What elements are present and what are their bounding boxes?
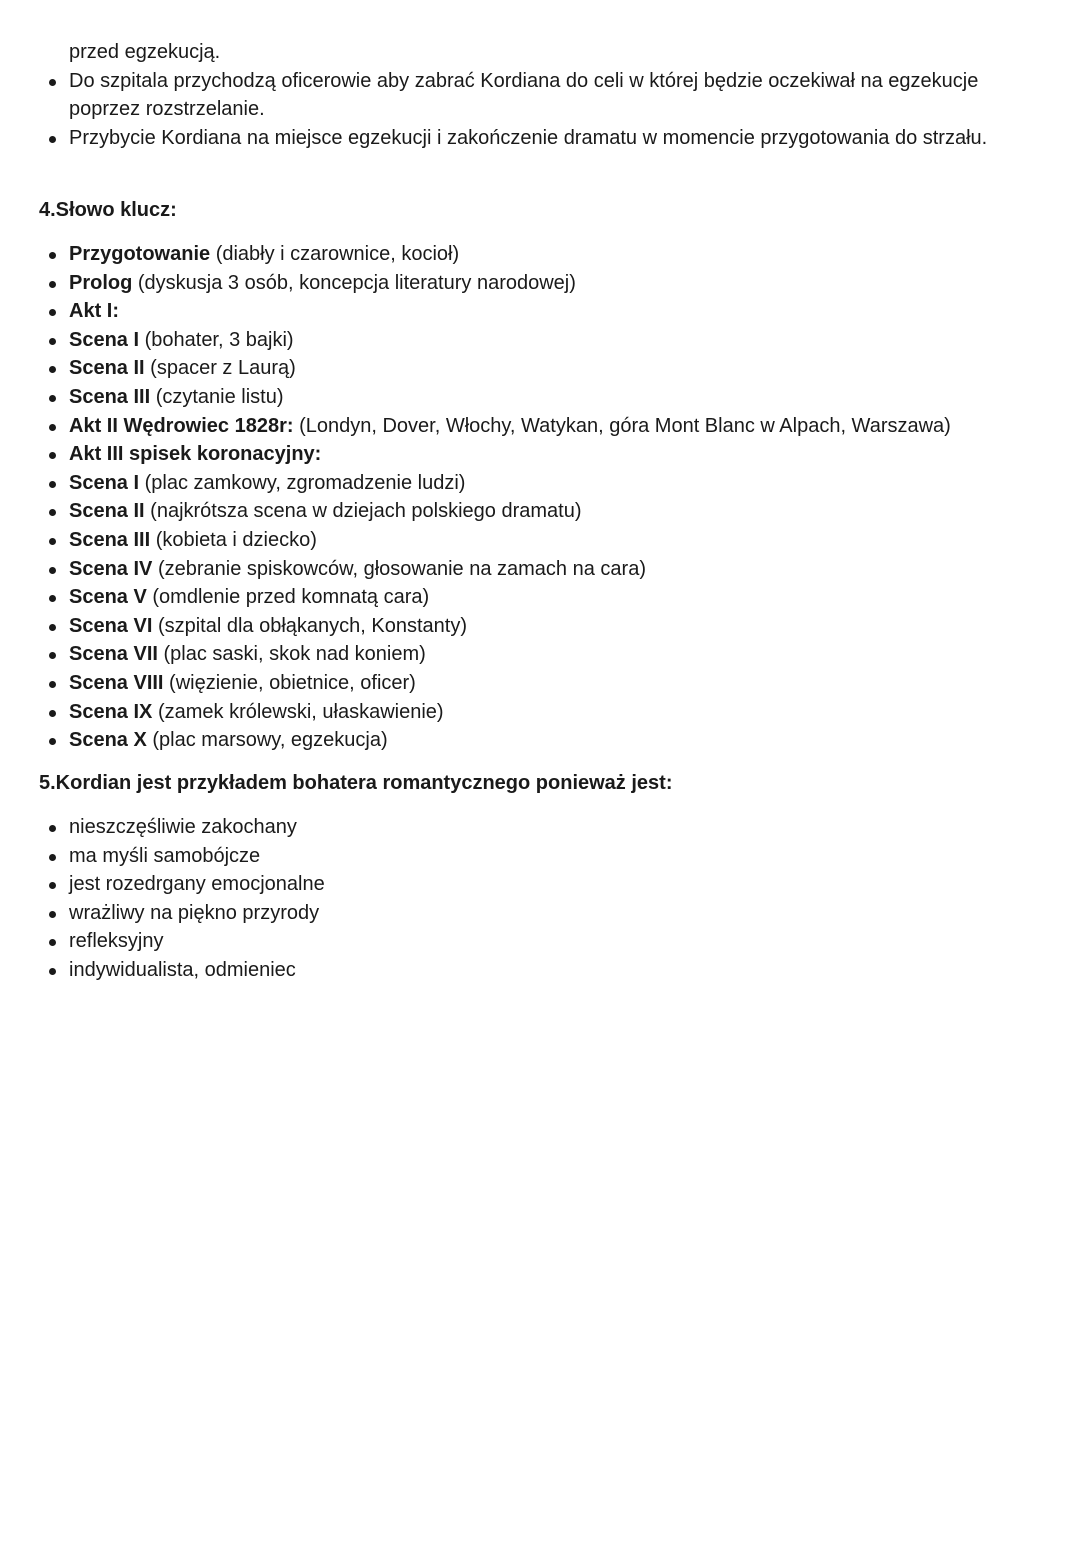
list-item: jest rozedrgany emocjonalne [0,870,1080,899]
item-desc: (dyskusja 3 osób, koncepcja literatury narodowej) [132,271,576,294]
item-desc: (plac saski, skok nad koniem) [157,643,426,666]
item-term: Akt I: [69,300,119,323]
traits-list [0,813,1080,985]
list-item [0,583,1080,612]
item-term: Przygotowanie [69,243,211,265]
item-term: Scena III [69,385,151,408]
item-term: Scena VIII [69,671,164,694]
item-desc: (Londyn, Dover, Włochy, Watykan, góra Mont Blanc w Alpach, Warszawa) [293,414,951,437]
list-item [0,269,1080,298]
section-5-heading: 5.Kordian jest przykładem bohatera romantycznego ponieważ jest: [39,772,673,794]
list-item [0,612,1080,641]
item-term: Scena III [69,528,151,551]
item-desc: (diabły i czarownice, kocioł) [210,243,460,265]
list-item: nieszczęśliwie zakochany [0,813,1080,842]
item-term: Scena I [69,471,140,494]
item-desc: (zebranie spiskowców, głosowanie na zamach na cara) [152,557,646,580]
item-desc: (zamek królewski, ułaskawienie) [152,700,444,723]
item-term: Scena I [69,328,140,351]
item-term: Scena VII [69,643,158,666]
item-desc: (spacer z Laurą) [144,357,296,380]
continuation-text: przed egzekucją. [69,41,221,63]
list-item [0,726,1080,755]
list-item: indywidualista, odmieniec [0,956,1080,985]
list-item [0,297,1080,326]
item-term: Scena X [69,729,147,752]
list-item: refleksyjny [0,927,1080,956]
list-item [0,526,1080,555]
list-item: Przybycie Kordiana na miejsce egzekucji i zakończenie dramatu w momencie przygotowania do strzału. [0,124,1009,152]
section-4-heading: 4.Słowo klucz: [39,199,177,221]
list-item [0,440,1080,469]
item-term: Scena VI [69,614,153,637]
item-term: Scena II [69,357,145,380]
item-term: Scena IV [69,557,153,580]
keyword-list [0,240,1080,755]
list-item [0,240,1080,269]
list-item [0,640,1080,669]
item-term: Scena II [69,500,145,523]
item-desc: (szpital dla obłąkanych, Konstanty) [152,614,467,637]
item-term: Scena V [69,586,147,609]
item-desc: (kobieta i dziecko) [150,528,317,551]
item-desc: (plac marsowy, egzekucja) [146,729,388,752]
list-item [0,354,1080,383]
item-desc: (plac zamkowy, zgromadzenie ludzi) [139,471,466,494]
item-term: Akt II Wędrowiec 1828r: [69,414,294,437]
list-item: Do szpitala przychodzą oficerowie aby zabrać Kordiana do celi w której będzie oczekiwał na egzekucje poprzez rozstrzelanie. [0,67,1009,123]
item-desc: (bohater, 3 bajki) [139,328,294,351]
list-item [0,555,1080,584]
item-term: Prolog [69,271,133,294]
item-desc: (czytanie listu) [150,385,284,408]
list-item [0,698,1080,727]
item-desc: (najkrótsza scena w dziejach polskiego dramatu) [144,500,582,523]
list-item [0,383,1080,412]
list-item [0,669,1080,698]
item-desc: (omdlenie przed komnatą cara) [146,586,430,609]
list-item [0,497,1080,526]
item-term: Akt III spisek koronacyjny: [69,443,322,466]
plot-list [0,67,1080,152]
item-term: Scena IX [69,700,153,723]
list-item [0,469,1080,498]
list-item [0,412,1080,441]
list-item: wrażliwy na piękno przyrody [0,899,1080,928]
list-item [0,326,1080,355]
item-desc: (więzienie, obietnice, oficer) [163,671,416,694]
list-item: ma myśli samobójcze [0,842,1080,871]
